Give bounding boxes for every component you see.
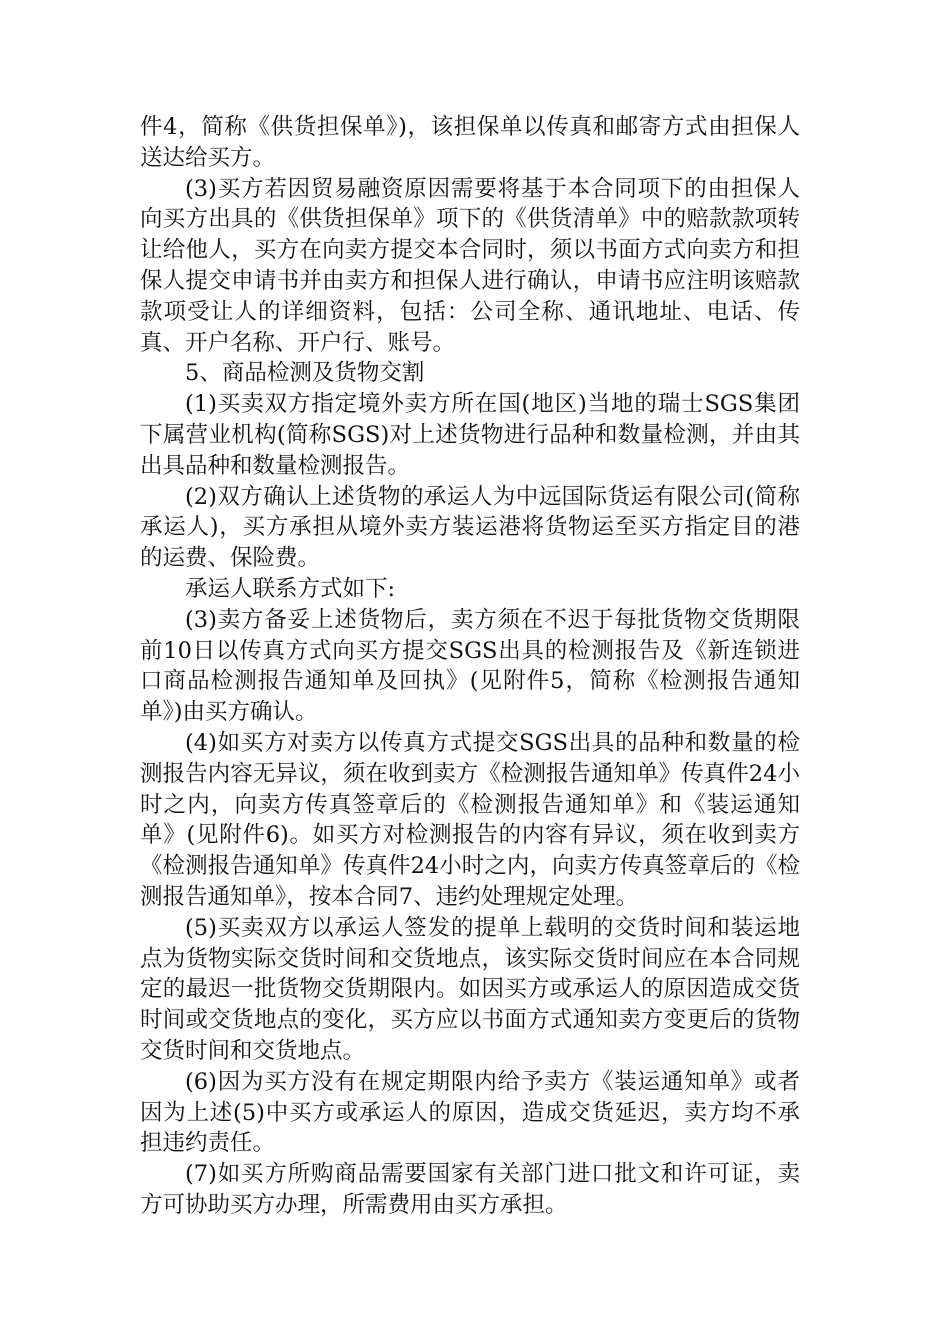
document-page — [140, 112, 800, 1221]
section-heading-5: 5、商品检测及货物交割 — [185, 360, 425, 387]
paragraph-clause-5-1: (1)买卖双方指定境外卖方所在国(地区)当地的瑞士SGS集团下属营业机构(简称SGS)对上述货物进行品种和数量检测，并由其出具品种和数量检测报告。 — [140, 391, 800, 479]
paragraph-clause-5-3: (3)卖方备妥上述货物后，卖方须在不迟于每批货物交货期限前10日以传真方式向买方提交SGS出具的检测报告及《新连锁进口商品检测报告通知单及回执》(见附件5，简称《检测报告通知单》)由买方确认。 — [140, 606, 800, 726]
paragraph-clause-5-6: (6)因为买方没有在规定期限内给予卖方《装运通知单》或者因为上述(5)中买方或承运人的原因，造成交货延迟，卖方均不承担违约责任。 — [140, 1068, 800, 1157]
paragraph-clause-3: (3)买方若因贸易融资原因需要将基于本合同项下的由担保人向买方出具的《供货担保单》项下的《供货清单》中的赔款款项转让给他人，买方在向卖方提交本合同时，须以书面方式向卖方和担保人提交申请书并由卖方和担保人进行确认，申请书应注明该赔款款项受让人的详细资料，包括：公司全称、通讯地址、电话、传真、开户名称、开户行、账号。 — [140, 175, 800, 356]
paragraph-clause-5-5: (5)买卖双方以承运人签发的提单上载明的交货时间和装运地点为货物实际交货时间和交货地点，该实际交货时间应在本合同规定的最迟一批货物交货期限内。如因买方或承运人的原因造成交货时间或交货地点的变化，买方应以书面方式通知卖方变更后的货物交货时间和交货地点。 — [140, 914, 800, 1064]
paragraph-clause-5-4: (4)如买方对卖方以传真方式提交SGS出具的品种和数量的检测报告内容无异议，须在收到卖方《检测报告通知单》传真件24小时之内，向卖方传真签章后的《检测报告通知单》和《装运通知单》(见附件6)。如买方对检测报告的内容有异议，须在收到卖方《检测报告通知单》传真件24小时之内，向卖方传真签章后的《检测报告通知单》，按本合同7、违约处理规定处理。 — [140, 729, 800, 910]
paragraph-carrier-contact: 承运人联系方式如下: — [185, 575, 396, 602]
paragraph-continuation: 件4，简称《供货担保单》)，该担保单以传真和邮寄方式由担保人送达给买方。 — [140, 114, 800, 171]
paragraph-clause-5-2: (2)双方确认上述货物的承运人为中远国际货运有限公司(简称承运人)，买方承担从境外卖方装运港将货物运至买方指定目的港的运费、保险费。 — [140, 483, 800, 572]
paragraph-clause-5-7: (7)如买方所购商品需要国家有关部门进口批文和许可证，卖方可协助买方办理，所需费用由买方承担。 — [140, 1161, 800, 1218]
